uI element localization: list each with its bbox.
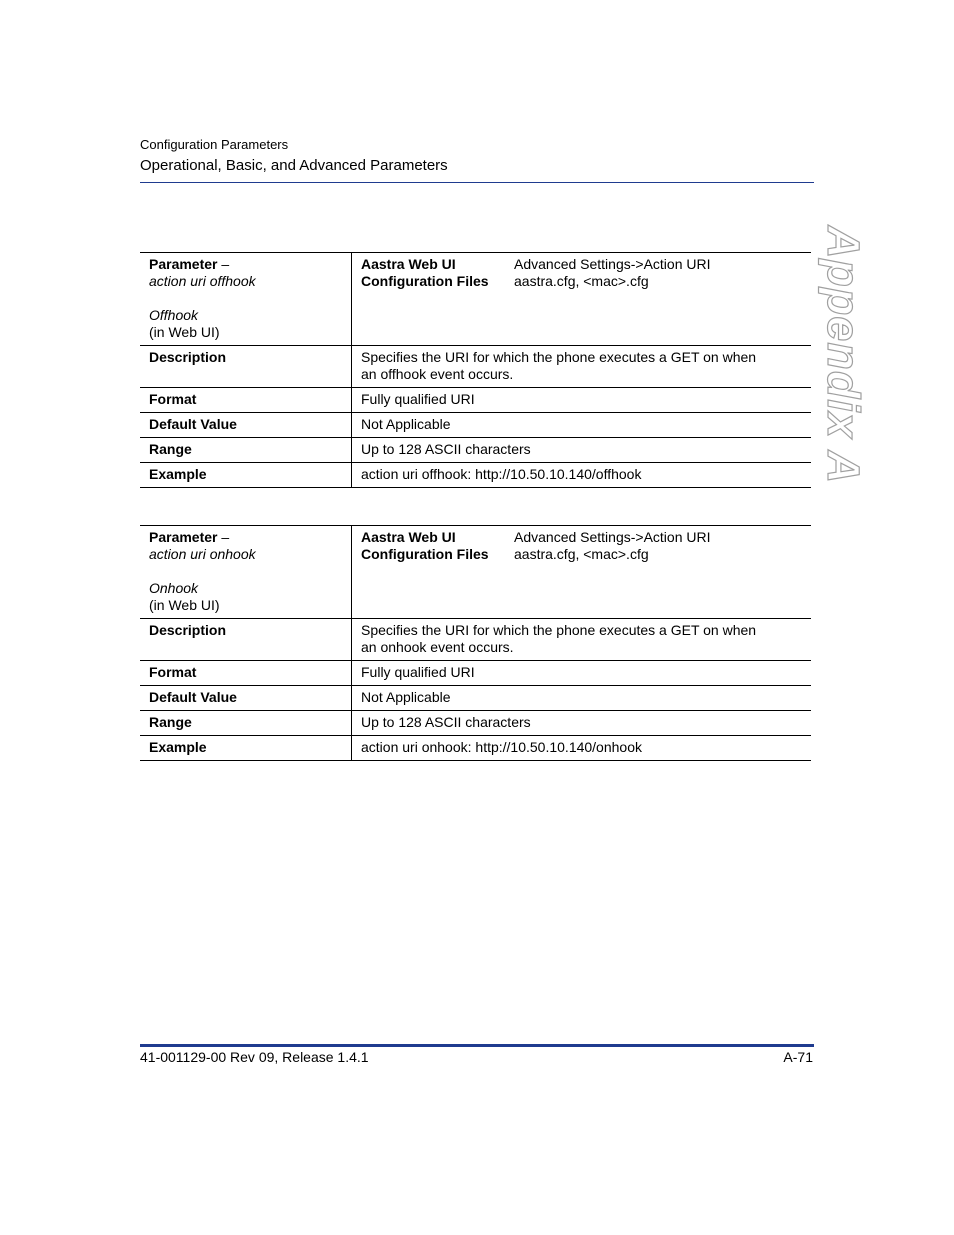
row-value: Up to 128 ASCII characters — [352, 711, 812, 736]
table-row — [140, 388, 811, 413]
config-files-value: aastra.cfg, <mac>.cfg — [514, 546, 649, 562]
web-ui-note: (in Web UI) — [149, 597, 220, 613]
parameter-location-cell — [352, 253, 812, 346]
running-header-section: Configuration Parameters — [140, 137, 289, 152]
web-ui-name: Offhook — [149, 307, 199, 323]
running-header-chapter: Operational, Basic, and Advanced Parameters — [140, 157, 448, 174]
web-ui-label: Aastra Web UI — [361, 529, 456, 545]
parameter-name-cell — [140, 526, 352, 619]
table-row — [140, 711, 811, 736]
web-ui-path: Advanced Settings->Action URI — [514, 529, 711, 545]
parameter-table-onhook — [140, 525, 811, 761]
header-divider — [140, 182, 814, 183]
table-row — [140, 686, 811, 711]
table-row — [140, 661, 811, 686]
row-value: Up to 128 ASCII characters — [352, 438, 812, 463]
appendix-side-tab — [818, 225, 869, 485]
table-row — [140, 736, 811, 761]
parameter-label: Parameter — [149, 529, 218, 545]
parameter-label: Parameter — [149, 256, 218, 272]
row-value: action uri offhook: http://10.50.10.140/offhook — [352, 463, 812, 488]
footer-divider — [140, 1044, 814, 1047]
row-label: Description — [140, 619, 352, 661]
row-label: Example — [140, 463, 352, 488]
row-value: Fully qualified URI — [352, 388, 812, 413]
table-row — [140, 463, 811, 488]
row-label: Description — [140, 346, 352, 388]
footer-document-id: 41-001129-00 Rev 09, Release 1.4.1 — [140, 1049, 369, 1065]
row-label: Format — [140, 388, 352, 413]
row-label: Default Value — [140, 413, 352, 438]
row-label: Default Value — [140, 686, 352, 711]
row-value: Not Applicable — [352, 413, 812, 438]
row-value: Specifies the URI for which the phone executes a GET on when an onhook event occurs. — [352, 619, 812, 661]
web-ui-note: (in Web UI) — [149, 324, 220, 340]
footer-page-number: A-71 — [783, 1049, 813, 1065]
web-ui-label: Aastra Web UI — [361, 256, 456, 272]
parameter-name-cell — [140, 253, 352, 346]
parameter-header-row — [140, 526, 811, 619]
web-ui-name: Onhook — [149, 580, 199, 596]
parameter-table-offhook — [140, 252, 811, 488]
row-label: Format — [140, 661, 352, 686]
parameter-location-cell — [352, 526, 812, 619]
row-label: Range — [140, 711, 352, 736]
row-value: Specifies the URI for which the phone executes a GET on when an offhook event occurs. — [352, 346, 812, 388]
row-value: Not Applicable — [352, 686, 812, 711]
config-files-label: Configuration Files — [361, 273, 489, 289]
parameter-header-row — [140, 253, 811, 346]
row-value: Fully qualified URI — [352, 661, 812, 686]
parameter-dash: – — [217, 256, 230, 272]
table-row — [140, 413, 811, 438]
table-row — [140, 438, 811, 463]
config-files-value: aastra.cfg, <mac>.cfg — [514, 273, 649, 289]
parameter-name: action uri offhook — [149, 273, 256, 289]
table-row — [140, 346, 811, 388]
row-value: action uri onhook: http://10.50.10.140/onhook — [352, 736, 812, 761]
web-ui-path: Advanced Settings->Action URI — [514, 256, 711, 272]
parameter-dash: – — [217, 529, 230, 545]
parameter-name: action uri onhook — [149, 546, 256, 562]
table-row — [140, 619, 811, 661]
row-label: Range — [140, 438, 352, 463]
config-files-label: Configuration Files — [361, 546, 489, 562]
appendix-side-tab-label: Appendix A — [818, 225, 869, 485]
row-label: Example — [140, 736, 352, 761]
